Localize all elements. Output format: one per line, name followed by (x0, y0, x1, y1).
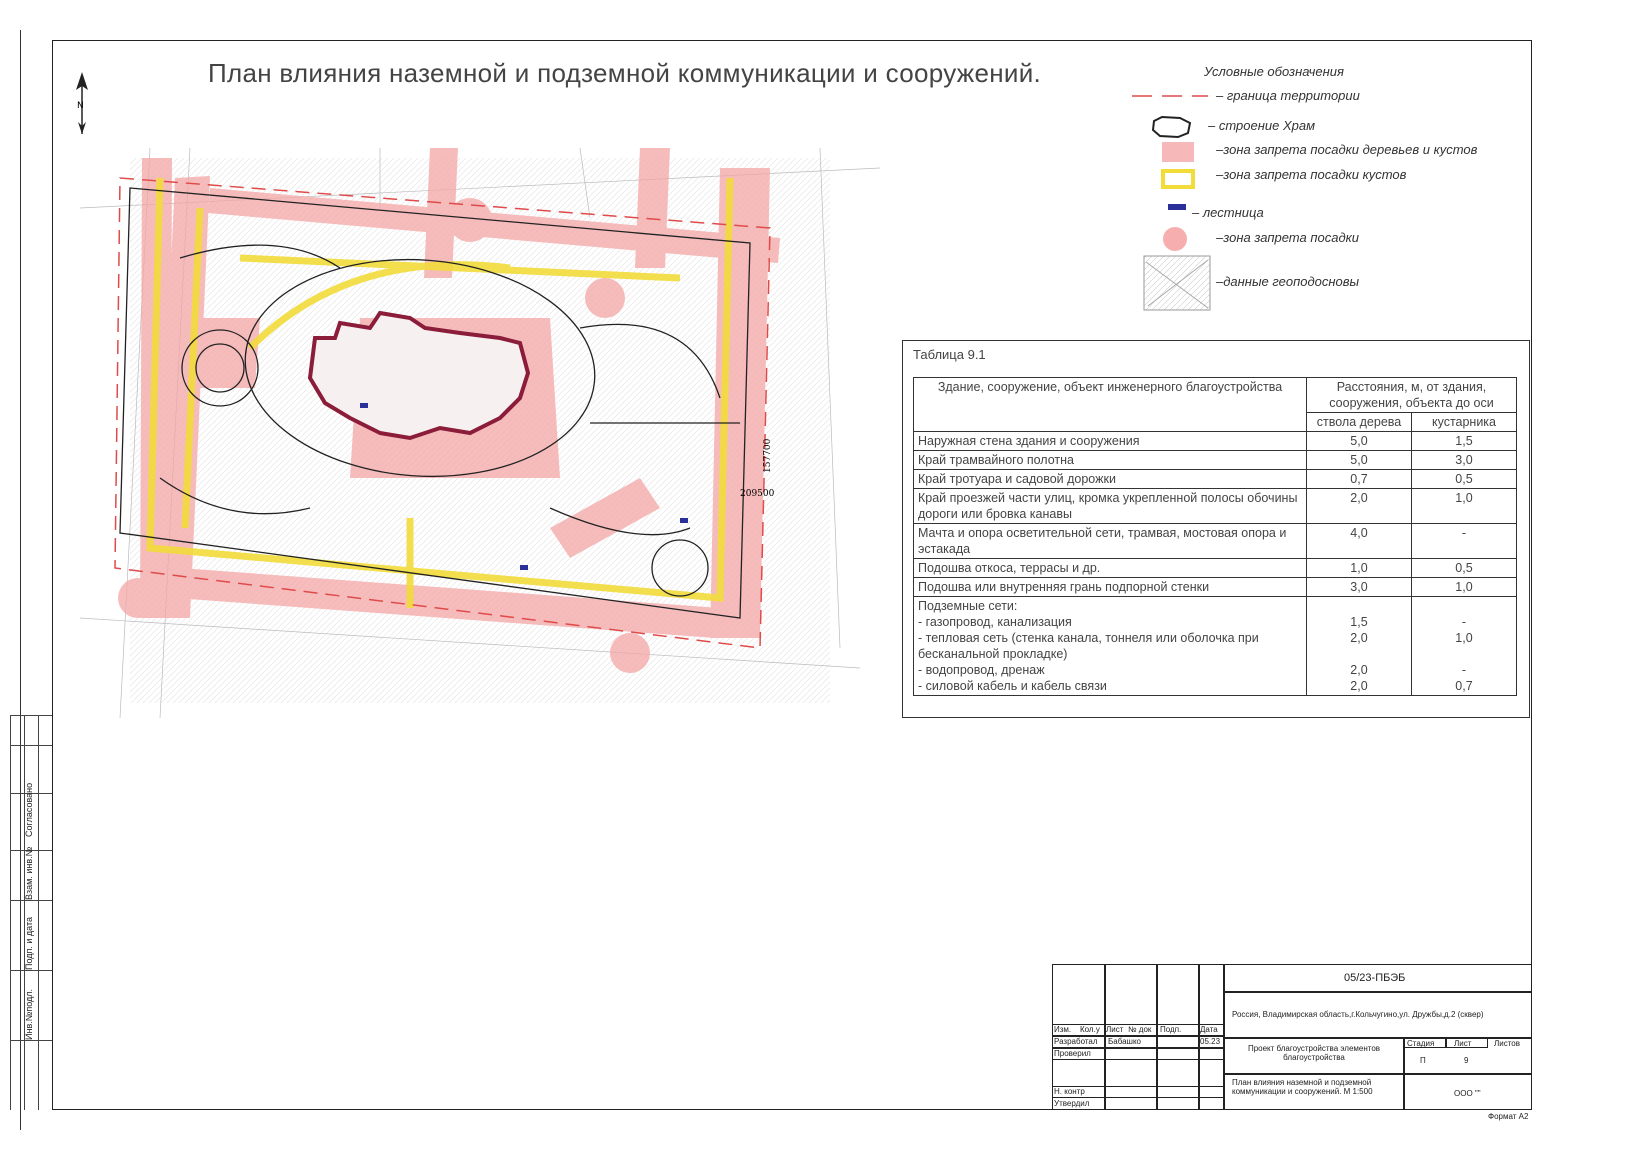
table-row: Край проезжей части улиц, кромка укрепленной полосы обочины дороги или бровка канавы 2,0 1,0 (914, 489, 1517, 524)
col-list: Лист (1106, 1025, 1124, 1034)
side-stamp (10, 715, 52, 1110)
boundary-swatch-icon (1130, 90, 1210, 102)
legend-item-geobase: –данные геоподосновы (1216, 274, 1360, 289)
swap-inv-label: Взам. инв.№ (24, 846, 34, 900)
legend (1130, 60, 1530, 350)
legend-item-stairs: – лестница (1192, 205, 1264, 220)
distance-table (902, 340, 1530, 718)
sheet-value: 9 (1464, 1056, 1469, 1065)
legend-item-boundary: – граница территории (1216, 88, 1360, 103)
table-caption: Таблица 9.1 (913, 347, 986, 362)
legend-item-bush-zone: –зона запрета посадки кустов (1216, 167, 1407, 182)
table-row: Край трамвайного полотна 5,0 3,0 (914, 451, 1517, 470)
project-name: Проект благоустройства элементов благоустройства (1247, 1044, 1381, 1062)
table-row: Край тротуара и садовой дорожки 0,7 0,5 (914, 470, 1517, 489)
col-ndok: № док (1128, 1025, 1152, 1034)
underground-heading: Подземные сети: (918, 599, 1018, 613)
dimension-1: 157700 (763, 438, 773, 473)
building-swatch-icon (1150, 115, 1194, 139)
tree-zone-swatch-icon (1160, 140, 1196, 164)
geobase-swatch-icon (1140, 250, 1216, 316)
stage-label: Стадия (1407, 1039, 1435, 1048)
sheets-label: Листов (1494, 1039, 1520, 1048)
table-row: Наружная стена здания и сооружения 5,0 1,5 (914, 432, 1517, 451)
legend-title: Условные обозначения (1204, 64, 1344, 79)
col-izm: Изм. (1054, 1025, 1072, 1034)
table-row: Подошва или внутренняя грань подпорной стенки 3,0 1,0 (914, 578, 1517, 597)
inv-orig-label: Инв.№подл. (24, 988, 34, 1040)
table-row: Мачта и опора осветительной сети, трамвая, мостовая опора и эстакада 4,0 - (914, 524, 1517, 559)
site-plan (80, 148, 880, 718)
address: Россия, Владимирская область,г.Кольчугино,ул. Дружбы,д.2 (сквер) (1232, 1010, 1484, 1019)
header-bush: кустарника (1412, 413, 1517, 432)
col-date: Дата (1200, 1025, 1218, 1034)
format-label: Формат А2 (1488, 1112, 1529, 1121)
col-podp: Подп. (1160, 1025, 1182, 1034)
doc-code: 05/23-ПБЭБ (1344, 972, 1406, 984)
role-approved: Утвердил (1054, 1099, 1090, 1108)
legend-item-tree-zone: –зона запрета посадки деревьев и кустов (1216, 142, 1478, 157)
developer-name: Бабашко (1108, 1037, 1142, 1046)
col-kolu: Кол.у (1080, 1025, 1100, 1034)
svg-text:N: N (77, 101, 84, 111)
header-distance: Расстояния, м, от здания, сооружения, объекта до оси (1307, 378, 1517, 413)
legend-item-building: – строение Храм (1208, 118, 1315, 133)
stage-value: П (1420, 1056, 1426, 1065)
developer-date: 05.23 (1200, 1037, 1221, 1046)
table-row: Подошва откоса, террасы и др. 1,0 0,5 (914, 559, 1517, 578)
sign-date-label: Подп. и дата (24, 916, 34, 970)
company-name: ООО "" (1454, 1089, 1481, 1098)
header-tree: ствола дерева (1307, 413, 1412, 432)
table-row-underground: Подземные сети: - газопровод, канализация - тепловая сеть (стенка канала, тоннеля или оболочка при бесканальной прокладке) - водопровод, дренаж - силовой кабель и кабель связи 1,5 2,0 2,0 2,0 - 1,0 - 0,7 (914, 597, 1517, 696)
distance-table-grid (913, 377, 1517, 696)
role-developer: Разработал (1054, 1037, 1098, 1046)
agreed-label: Согласовано (24, 782, 34, 837)
role-checker: Проверил (1054, 1049, 1091, 1058)
stairs-swatch-icon (1166, 202, 1188, 212)
sheet-label: Лист (1454, 1039, 1472, 1048)
drawing-title: План влияния наземной и подземной коммуникации и сооружений. (208, 58, 1042, 88)
role-norm-control: Н. контр (1054, 1087, 1085, 1096)
header-object: Здание, сооружение, объект инженерного благоустройства (914, 378, 1307, 432)
bush-zone-swatch-icon (1160, 168, 1196, 190)
legend-item-planting-zone: –зона запрета посадки (1216, 230, 1359, 245)
sheet-title: План влияния наземной и подземной коммуникации и сооружений. М 1:500 (1232, 1078, 1373, 1096)
north-arrow-icon (74, 72, 90, 134)
title-block (1052, 964, 1532, 1110)
dimension-2: 209500 (740, 489, 775, 499)
